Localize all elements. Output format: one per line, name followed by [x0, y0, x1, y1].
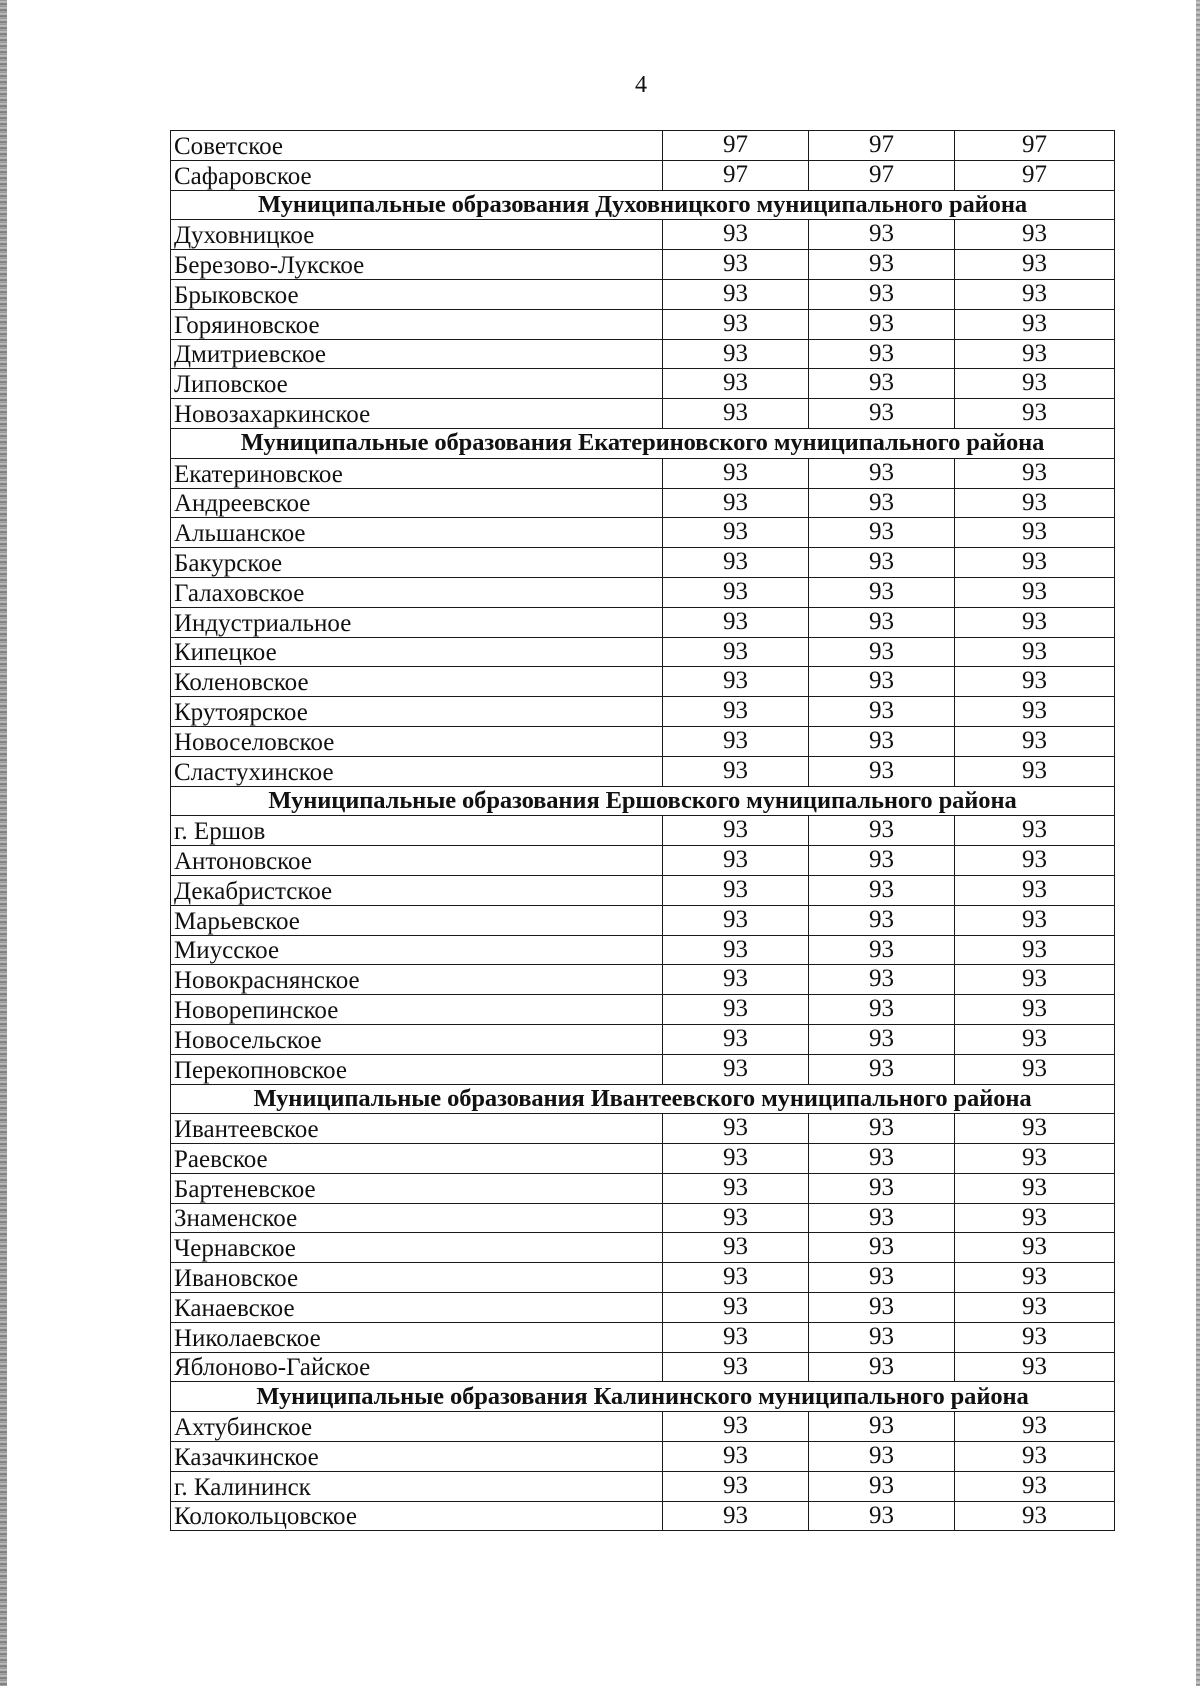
table-row [171, 577, 1115, 607]
section-header-row [171, 786, 1115, 816]
municipality-name-cell: Николаевское [171, 1322, 663, 1352]
value-cell-3: 93 [955, 667, 1115, 697]
table-row [171, 458, 1115, 488]
municipality-name-cell: Новозахаркинское [171, 399, 663, 429]
value-cell-3: 93 [955, 339, 1115, 369]
value-cell-3: 93 [955, 1114, 1115, 1144]
municipality-name-cell: Липовское [171, 369, 663, 399]
municipality-name-cell: Крутоярское [171, 697, 663, 727]
table-row [171, 816, 1115, 846]
municipality-name-cell: Коленовское [171, 667, 663, 697]
table-row [171, 726, 1115, 756]
value-cell-3: 93 [955, 1263, 1115, 1293]
municipality-name-cell: Галаховское [171, 577, 663, 607]
value-cell-2: 93 [809, 875, 955, 905]
value-cell-2: 93 [809, 965, 955, 995]
table-row [171, 1471, 1115, 1501]
value-cell-3: 93 [955, 607, 1115, 637]
municipality-name-cell: Индустриальное [171, 607, 663, 637]
value-cell-2: 93 [809, 1114, 955, 1144]
municipality-name-cell: Чернавское [171, 1233, 663, 1263]
value-cell-2: 93 [809, 1412, 955, 1442]
table-row [171, 279, 1115, 309]
value-cell-3: 93 [955, 1471, 1115, 1501]
table-row [171, 250, 1115, 280]
value-cell-1: 93 [663, 250, 809, 280]
value-cell-1: 93 [663, 1114, 809, 1144]
municipality-name-cell: Яблоново-Гайское [171, 1352, 663, 1382]
municipality-name-cell: Ивановское [171, 1263, 663, 1293]
municipality-name-cell: Березово-Лукское [171, 250, 663, 280]
municipality-name-cell: Сафаровское [171, 160, 663, 190]
value-cell-2: 93 [809, 279, 955, 309]
scan-edge-left [0, 0, 7, 1686]
value-cell-3: 93 [955, 458, 1115, 488]
value-cell-2: 93 [809, 995, 955, 1025]
value-cell-1: 97 [663, 131, 809, 161]
value-cell-3: 97 [955, 131, 1115, 161]
value-cell-1: 93 [663, 1144, 809, 1174]
value-cell-1: 93 [663, 607, 809, 637]
value-cell-1: 93 [663, 1293, 809, 1323]
value-cell-3: 93 [955, 1322, 1115, 1352]
municipality-name-cell: Канаевское [171, 1293, 663, 1323]
table-row [171, 1442, 1115, 1472]
value-cell-2: 93 [809, 577, 955, 607]
value-cell-1: 93 [663, 488, 809, 518]
value-cell-1: 93 [663, 339, 809, 369]
value-cell-1: 93 [663, 637, 809, 667]
value-cell-3: 93 [955, 279, 1115, 309]
municipality-name-cell: Дмитриевское [171, 339, 663, 369]
value-cell-3: 93 [955, 1501, 1115, 1531]
municipality-name-cell: Брыковское [171, 279, 663, 309]
value-cell-1: 93 [663, 1471, 809, 1501]
table-row [171, 756, 1115, 786]
value-cell-3: 93 [955, 726, 1115, 756]
value-cell-3: 93 [955, 250, 1115, 280]
value-cell-1: 93 [663, 548, 809, 578]
table-row [171, 1144, 1115, 1174]
municipality-name-cell: Новокраснянское [171, 965, 663, 995]
value-cell-1: 93 [663, 518, 809, 548]
municipality-name-cell: Марьевское [171, 905, 663, 935]
table-body [171, 131, 1115, 1531]
value-cell-3: 93 [955, 1442, 1115, 1472]
value-cell-2: 93 [809, 1263, 955, 1293]
section-title: Муниципальные образования Ивантеевского муниципального района [171, 1084, 1115, 1114]
value-cell-3: 93 [955, 816, 1115, 846]
value-cell-2: 93 [809, 1322, 955, 1352]
value-cell-1: 93 [663, 1203, 809, 1233]
value-cell-3: 93 [955, 875, 1115, 905]
municipality-name-cell: Советское [171, 131, 663, 161]
municipality-name-cell: Новосельское [171, 1024, 663, 1054]
value-cell-3: 93 [955, 1173, 1115, 1203]
value-cell-3: 93 [955, 846, 1115, 876]
document-sheet [170, 130, 1114, 1531]
value-cell-2: 93 [809, 726, 955, 756]
table-row [171, 339, 1115, 369]
table-row [171, 875, 1115, 905]
table-row [171, 1501, 1115, 1531]
value-cell-2: 93 [809, 488, 955, 518]
municipality-name-cell: г. Калининск [171, 1471, 663, 1501]
table-row [171, 160, 1115, 190]
value-cell-2: 93 [809, 548, 955, 578]
scan-edge-right [1196, 0, 1200, 1686]
table-row [171, 995, 1115, 1025]
value-cell-3: 93 [955, 1233, 1115, 1263]
value-cell-2: 97 [809, 160, 955, 190]
value-cell-3: 93 [955, 1412, 1115, 1442]
municipality-name-cell: г. Ершов [171, 816, 663, 846]
value-cell-2: 97 [809, 131, 955, 161]
value-cell-3: 93 [955, 548, 1115, 578]
value-cell-1: 93 [663, 1352, 809, 1382]
value-cell-2: 93 [809, 905, 955, 935]
table-row [171, 131, 1115, 161]
value-cell-1: 93 [663, 220, 809, 250]
value-cell-2: 93 [809, 1442, 955, 1472]
value-cell-2: 93 [809, 339, 955, 369]
value-cell-1: 93 [663, 1233, 809, 1263]
municipality-name-cell: Перекопновское [171, 1054, 663, 1084]
section-title: Муниципальные образования Ершовского муниципального района [171, 786, 1115, 816]
municipality-name-cell: Бартеневское [171, 1173, 663, 1203]
value-cell-1: 93 [663, 935, 809, 965]
value-cell-1: 93 [663, 816, 809, 846]
value-cell-2: 93 [809, 697, 955, 727]
value-cell-1: 93 [663, 846, 809, 876]
value-cell-1: 93 [663, 726, 809, 756]
value-cell-3: 93 [955, 1203, 1115, 1233]
table-row [171, 369, 1115, 399]
value-cell-2: 93 [809, 1054, 955, 1084]
value-cell-2: 93 [809, 1501, 955, 1531]
value-cell-1: 93 [663, 667, 809, 697]
municipality-name-cell: Ахтубинское [171, 1412, 663, 1442]
table-row [171, 667, 1115, 697]
section-title: Муниципальные образования Екатериновского муниципального района [171, 428, 1115, 458]
table-row [171, 1203, 1115, 1233]
value-cell-2: 93 [809, 399, 955, 429]
value-cell-1: 93 [663, 369, 809, 399]
table-row [171, 1263, 1115, 1293]
value-cell-2: 93 [809, 637, 955, 667]
value-cell-1: 93 [663, 399, 809, 429]
table-row [171, 935, 1115, 965]
value-cell-1: 97 [663, 160, 809, 190]
value-cell-2: 93 [809, 369, 955, 399]
table-row [171, 607, 1115, 637]
value-cell-2: 93 [809, 518, 955, 548]
value-cell-1: 93 [663, 1322, 809, 1352]
value-cell-3: 93 [955, 1024, 1115, 1054]
table-row [171, 1114, 1115, 1144]
value-cell-2: 93 [809, 458, 955, 488]
municipality-name-cell: Раевское [171, 1144, 663, 1174]
table-row [171, 1352, 1115, 1382]
table-row [171, 1233, 1115, 1263]
value-cell-1: 93 [663, 1263, 809, 1293]
table-row [171, 220, 1115, 250]
value-cell-2: 93 [809, 1293, 955, 1323]
value-cell-3: 93 [955, 637, 1115, 667]
value-cell-1: 93 [663, 905, 809, 935]
value-cell-1: 93 [663, 756, 809, 786]
value-cell-3: 93 [955, 220, 1115, 250]
value-cell-2: 93 [809, 935, 955, 965]
municipality-name-cell: Екатериновское [171, 458, 663, 488]
value-cell-3: 93 [955, 697, 1115, 727]
value-cell-2: 93 [809, 846, 955, 876]
table-row [171, 399, 1115, 429]
value-cell-2: 93 [809, 607, 955, 637]
value-cell-1: 93 [663, 1442, 809, 1472]
value-cell-2: 93 [809, 250, 955, 280]
value-cell-1: 93 [663, 458, 809, 488]
value-cell-1: 93 [663, 1501, 809, 1531]
value-cell-2: 93 [809, 1203, 955, 1233]
table-row [171, 1024, 1115, 1054]
value-cell-2: 93 [809, 667, 955, 697]
value-cell-2: 93 [809, 1352, 955, 1382]
value-cell-1: 93 [663, 697, 809, 727]
value-cell-3: 93 [955, 1144, 1115, 1174]
value-cell-2: 93 [809, 1024, 955, 1054]
table-row [171, 1054, 1115, 1084]
table-row [171, 905, 1115, 935]
municipality-name-cell: Ивантеевское [171, 1114, 663, 1144]
value-cell-3: 97 [955, 160, 1115, 190]
value-cell-1: 93 [663, 309, 809, 339]
municipality-name-cell: Новоселовское [171, 726, 663, 756]
table-row [171, 637, 1115, 667]
municipality-name-cell: Горяиновское [171, 309, 663, 339]
table-row [171, 1173, 1115, 1203]
value-cell-3: 93 [955, 995, 1115, 1025]
value-cell-2: 93 [809, 756, 955, 786]
value-cell-1: 93 [663, 279, 809, 309]
municipality-name-cell: Декабристское [171, 875, 663, 905]
value-cell-1: 93 [663, 965, 809, 995]
value-cell-1: 93 [663, 1173, 809, 1203]
section-title: Муниципальные образования Духовницкого муниципального района [171, 190, 1115, 220]
value-cell-1: 93 [663, 1412, 809, 1442]
table-row [171, 697, 1115, 727]
section-header-row [171, 428, 1115, 458]
section-title: Муниципальные образования Калининского муниципального района [171, 1382, 1115, 1412]
value-cell-3: 93 [955, 935, 1115, 965]
page-number: 4 [635, 72, 647, 98]
table-row [171, 488, 1115, 518]
municipality-name-cell: Сластухинское [171, 756, 663, 786]
municipality-name-cell: Знаменское [171, 1203, 663, 1233]
municipality-name-cell: Духовницкое [171, 220, 663, 250]
value-cell-3: 93 [955, 756, 1115, 786]
value-cell-3: 93 [955, 965, 1115, 995]
value-cell-3: 93 [955, 309, 1115, 339]
table-row [171, 965, 1115, 995]
municipality-name-cell: Новорепинское [171, 995, 663, 1025]
municipality-name-cell: Бакурское [171, 548, 663, 578]
value-cell-3: 93 [955, 577, 1115, 607]
value-cell-3: 93 [955, 518, 1115, 548]
value-cell-1: 93 [663, 1054, 809, 1084]
value-cell-3: 93 [955, 1293, 1115, 1323]
value-cell-2: 93 [809, 220, 955, 250]
value-cell-3: 93 [955, 399, 1115, 429]
table-row [171, 548, 1115, 578]
municipality-name-cell: Кипецкое [171, 637, 663, 667]
municipality-name-cell: Казачкинское [171, 1442, 663, 1472]
table-row [171, 846, 1115, 876]
table-row [171, 1322, 1115, 1352]
value-cell-3: 93 [955, 905, 1115, 935]
municipality-name-cell: Миусское [171, 935, 663, 965]
municipalities-table [170, 130, 1115, 1531]
municipality-name-cell: Колокольцовское [171, 1501, 663, 1531]
section-header-row [171, 1382, 1115, 1412]
section-header-row [171, 1084, 1115, 1114]
value-cell-3: 93 [955, 369, 1115, 399]
table-row [171, 1412, 1115, 1442]
section-header-row [171, 190, 1115, 220]
value-cell-2: 93 [809, 1144, 955, 1174]
value-cell-1: 93 [663, 995, 809, 1025]
value-cell-3: 93 [955, 1352, 1115, 1382]
value-cell-2: 93 [809, 1173, 955, 1203]
municipality-name-cell: Антоновское [171, 846, 663, 876]
value-cell-1: 93 [663, 577, 809, 607]
municipality-name-cell: Андреевское [171, 488, 663, 518]
value-cell-3: 93 [955, 488, 1115, 518]
value-cell-2: 93 [809, 1233, 955, 1263]
table-row [171, 1293, 1115, 1323]
value-cell-2: 93 [809, 309, 955, 339]
value-cell-2: 93 [809, 816, 955, 846]
table-row [171, 309, 1115, 339]
value-cell-1: 93 [663, 875, 809, 905]
value-cell-2: 93 [809, 1471, 955, 1501]
municipality-name-cell: Альшанское [171, 518, 663, 548]
value-cell-1: 93 [663, 1024, 809, 1054]
table-row [171, 518, 1115, 548]
value-cell-3: 93 [955, 1054, 1115, 1084]
